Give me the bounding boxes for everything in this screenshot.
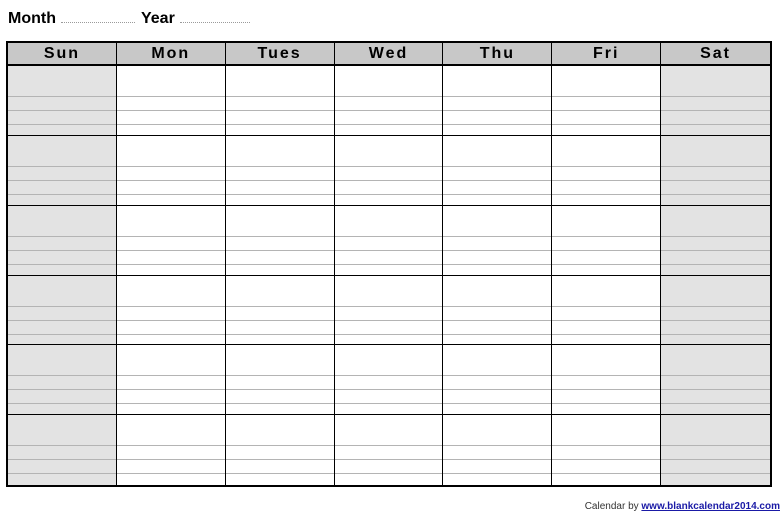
day-cell[interactable] <box>443 66 552 136</box>
day-cell[interactable] <box>8 206 117 276</box>
day-cell[interactable] <box>117 66 226 136</box>
day-cell[interactable] <box>552 415 661 485</box>
day-cell[interactable] <box>226 66 335 136</box>
day-cell[interactable] <box>552 345 661 415</box>
day-header-thu: Thu <box>443 43 552 66</box>
day-cell[interactable] <box>661 206 770 276</box>
day-cell[interactable] <box>335 136 444 206</box>
day-cell[interactable] <box>552 66 661 136</box>
day-cell[interactable] <box>552 136 661 206</box>
day-header-mon: Mon <box>117 43 226 66</box>
year-label: Year <box>140 10 175 27</box>
day-cell[interactable] <box>8 345 117 415</box>
footer-link[interactable]: www.blankcalendar2014.com <box>641 501 780 512</box>
day-header-sat: Sat <box>661 43 770 66</box>
day-cell[interactable] <box>443 276 552 346</box>
day-cell[interactable] <box>226 415 335 485</box>
day-header-tues: Tues <box>226 43 335 66</box>
month-year-header <box>8 10 256 30</box>
day-cell[interactable] <box>117 415 226 485</box>
day-cell[interactable] <box>8 415 117 485</box>
day-cell[interactable] <box>335 206 444 276</box>
day-cell[interactable] <box>117 206 226 276</box>
day-cell[interactable] <box>117 345 226 415</box>
day-cell[interactable] <box>661 345 770 415</box>
day-cell[interactable] <box>661 415 770 485</box>
day-cell[interactable] <box>8 276 117 346</box>
day-header-wed: Wed <box>335 43 444 66</box>
day-cell[interactable] <box>552 276 661 346</box>
day-cell[interactable] <box>443 415 552 485</box>
day-cell[interactable] <box>226 206 335 276</box>
footer-credit <box>585 501 780 512</box>
day-cell[interactable] <box>661 136 770 206</box>
day-cell[interactable] <box>443 345 552 415</box>
day-header-fri: Fri <box>552 43 661 66</box>
day-cell[interactable] <box>335 415 444 485</box>
day-header-sun: Sun <box>8 43 117 66</box>
month-label: Month <box>8 10 56 27</box>
day-cell[interactable] <box>443 136 552 206</box>
day-cell[interactable] <box>117 276 226 346</box>
day-cell[interactable] <box>552 206 661 276</box>
day-cell[interactable] <box>226 345 335 415</box>
month-fill-line <box>61 10 135 23</box>
day-cell[interactable] <box>226 276 335 346</box>
year-fill-line <box>180 10 250 23</box>
day-cell[interactable] <box>335 345 444 415</box>
day-cell[interactable] <box>8 66 117 136</box>
day-cell[interactable] <box>226 136 335 206</box>
calendar-grid <box>6 41 772 487</box>
footer-prefix: Calendar by <box>584 501 639 512</box>
day-cell[interactable] <box>443 206 552 276</box>
day-cell[interactable] <box>661 66 770 136</box>
day-cell[interactable] <box>8 136 117 206</box>
day-cell[interactable] <box>335 66 444 136</box>
day-cell[interactable] <box>661 276 770 346</box>
day-cell[interactable] <box>335 276 444 346</box>
day-cell[interactable] <box>117 136 226 206</box>
